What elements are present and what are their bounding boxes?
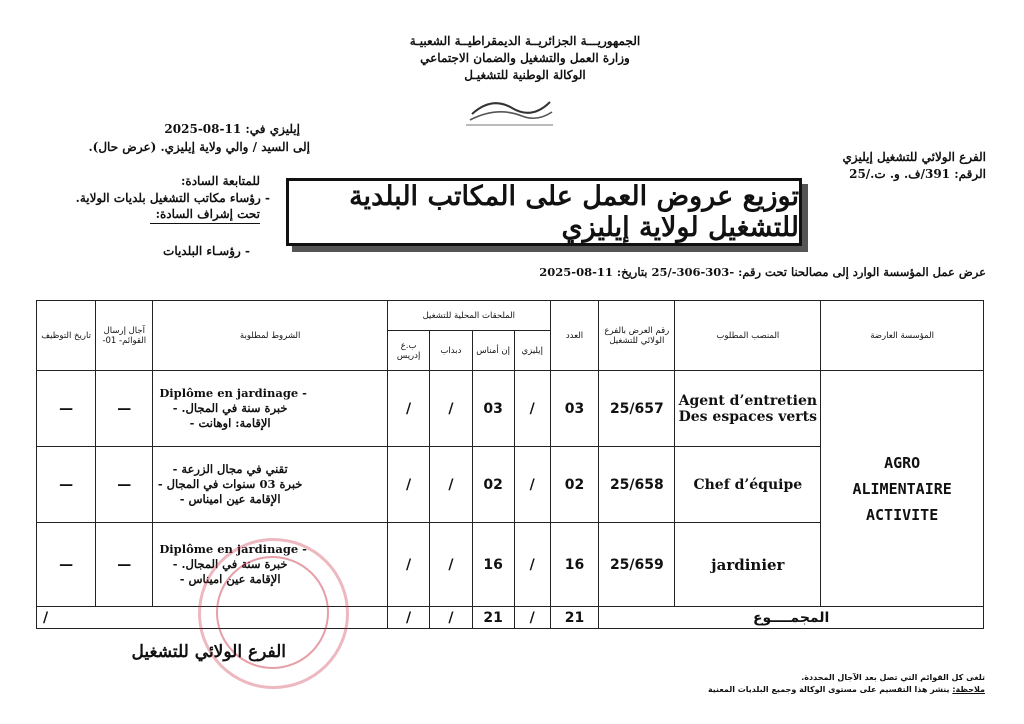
company-name-line: ALIMENTAIRE bbox=[852, 479, 952, 498]
deadline-cell: — bbox=[96, 371, 153, 447]
notes bbox=[640, 672, 985, 696]
note-line-1: تلغى كل القوائم التي تصل بعد الآجال المحددة. bbox=[801, 673, 985, 682]
post-line: Agent d’entretien bbox=[678, 392, 818, 409]
total-row bbox=[37, 607, 984, 629]
agency-logo-icon bbox=[462, 94, 557, 128]
conditions-cell bbox=[153, 447, 388, 523]
post-cell bbox=[675, 371, 821, 447]
deadline-cell: — bbox=[96, 523, 153, 607]
ministry-header bbox=[380, 33, 670, 84]
condition-item: خبرة 03 سنوات في المجال - bbox=[153, 477, 307, 492]
condition-item: الإقامة عين اميناس - bbox=[153, 572, 307, 587]
header-line-2: وزارة العمل والتشغيل والضمان الاجتماعي bbox=[420, 51, 630, 65]
total-annex: / bbox=[514, 607, 550, 629]
follow-up-item: - رؤساء مكاتب التشغيل بلديات الولاية. bbox=[75, 191, 270, 205]
header-annex-bordj-omar-driss: ب.ع إدريس bbox=[387, 331, 429, 371]
company-name-line: AGRO bbox=[884, 453, 921, 472]
total-count: 21 bbox=[550, 607, 599, 629]
total-label: المجمــــوع bbox=[599, 607, 984, 629]
condition-item: الإقامة عين اميناس - bbox=[153, 492, 307, 507]
total-annex: / bbox=[387, 607, 429, 629]
reference-number: الرقم: 391/ف. و. ت./25 bbox=[849, 167, 986, 181]
total-last: / bbox=[37, 607, 388, 629]
annex-cell: / bbox=[430, 523, 472, 607]
annex-cell: / bbox=[514, 523, 550, 607]
follow-up-heading: للمتابعة السادة: bbox=[181, 174, 260, 188]
post-cell bbox=[675, 523, 821, 607]
annex-cell: / bbox=[387, 523, 429, 607]
company-name-line: ACTIVITE bbox=[866, 505, 939, 524]
hire-date-cell: — bbox=[37, 371, 96, 447]
annex-cell: 03 bbox=[472, 371, 514, 447]
supervision-heading: تحت إشراف السادة: bbox=[155, 207, 260, 221]
condition-item: خبرة سنة في المجال. - bbox=[153, 401, 307, 416]
hire-date-cell: — bbox=[37, 523, 96, 607]
header-annex-group: الملحقات المحلية للتشغيل bbox=[387, 301, 550, 331]
condition-item: الإقامة: اوهانت - bbox=[153, 416, 307, 431]
header-company: المؤسسة العارضة bbox=[821, 301, 984, 371]
hire-date-cell: — bbox=[37, 447, 96, 523]
header-deadline: آجال إرسال القوائم- 01- bbox=[96, 301, 153, 371]
condition-item: تقني في مجال الزرعة - bbox=[153, 462, 307, 477]
annex-cell: / bbox=[430, 447, 472, 523]
annex-cell: / bbox=[387, 371, 429, 447]
post-line: Chef d’équipe bbox=[693, 476, 803, 493]
header-post: المنصب المطلوب bbox=[675, 301, 821, 371]
title-box bbox=[286, 178, 802, 246]
count-cell: 16 bbox=[550, 523, 599, 607]
annex-cell: / bbox=[430, 371, 472, 447]
offers-table bbox=[36, 300, 984, 629]
intro-line: عرض عمل المؤسسة الوارد إلى مصالحنا تحت رقم: -303-306-/25 بتاريخ: 11-08-2025 bbox=[539, 265, 986, 279]
table-row bbox=[37, 371, 984, 447]
condition-item: Diplôme en jardinage - bbox=[153, 542, 307, 557]
signature-block: الفرع الولائي للتشغيل bbox=[131, 642, 286, 662]
annex-cell: 02 bbox=[472, 447, 514, 523]
supervision-underline bbox=[150, 223, 260, 224]
conditions-cell bbox=[153, 371, 388, 447]
annex-cell: / bbox=[514, 371, 550, 447]
count-cell: 03 bbox=[550, 371, 599, 447]
header-annex-illizi: إيليزي bbox=[514, 331, 550, 371]
offer-no-cell: 25/659 bbox=[599, 523, 675, 607]
annex-cell: 16 bbox=[472, 523, 514, 607]
condition-item: خبرة سنة في المجال. - bbox=[153, 557, 307, 572]
recipient-line: إلى السيد / والي ولاية إيليزي. (عرض حال). bbox=[88, 140, 310, 154]
post-line: Des espaces verts bbox=[678, 408, 818, 425]
header-annex-debdeb: دبداب bbox=[430, 331, 472, 371]
annex-cell: / bbox=[387, 447, 429, 523]
total-annex: 21 bbox=[472, 607, 514, 629]
header-count: العدد bbox=[550, 301, 599, 371]
header-line-3: الوكالة الوطنية للتشغيـل bbox=[464, 68, 586, 82]
total-annex: / bbox=[430, 607, 472, 629]
branch-name: الفرع الولائي للتشغيل إيليزي bbox=[842, 150, 986, 164]
date-line: إيليزي في: 11-08-2025 bbox=[164, 122, 300, 136]
count-cell: 02 bbox=[550, 447, 599, 523]
note-text: ينشر هذا التقسيم على مستوى الوكالة وجميع البلديات المعنية bbox=[707, 685, 950, 694]
header-line-1: الجمهوريـــة الجزائريــة الديمقراطيــة الشعبيـة bbox=[409, 34, 641, 48]
post-cell bbox=[675, 447, 821, 523]
condition-item: Diplôme en jardinage - bbox=[153, 386, 307, 401]
deadline-cell: — bbox=[96, 447, 153, 523]
annex-cell: / bbox=[514, 447, 550, 523]
supervision-item: - رؤسـاء البلديات bbox=[163, 244, 250, 258]
note-line-2 bbox=[640, 684, 985, 696]
page-title: توزيع عروض العمل على المكاتب البلدية للتشغيل لولاية إيليزي bbox=[349, 181, 799, 243]
header-offer-no: رقم العرض بالفرع الولائي للتشغيل bbox=[599, 301, 675, 371]
header-hire-date: تاريخ التوظيف bbox=[37, 301, 96, 371]
post-line: jardinier bbox=[711, 555, 785, 574]
header-conditions: الشروط لمطلوبة bbox=[153, 301, 388, 371]
offer-no-cell: 25/657 bbox=[599, 371, 675, 447]
company-cell bbox=[821, 371, 984, 607]
offer-no-cell: 25/658 bbox=[599, 447, 675, 523]
note-label: ملاحظة: bbox=[952, 685, 985, 694]
header-annex-in-amenas: إن أمناس bbox=[472, 331, 514, 371]
